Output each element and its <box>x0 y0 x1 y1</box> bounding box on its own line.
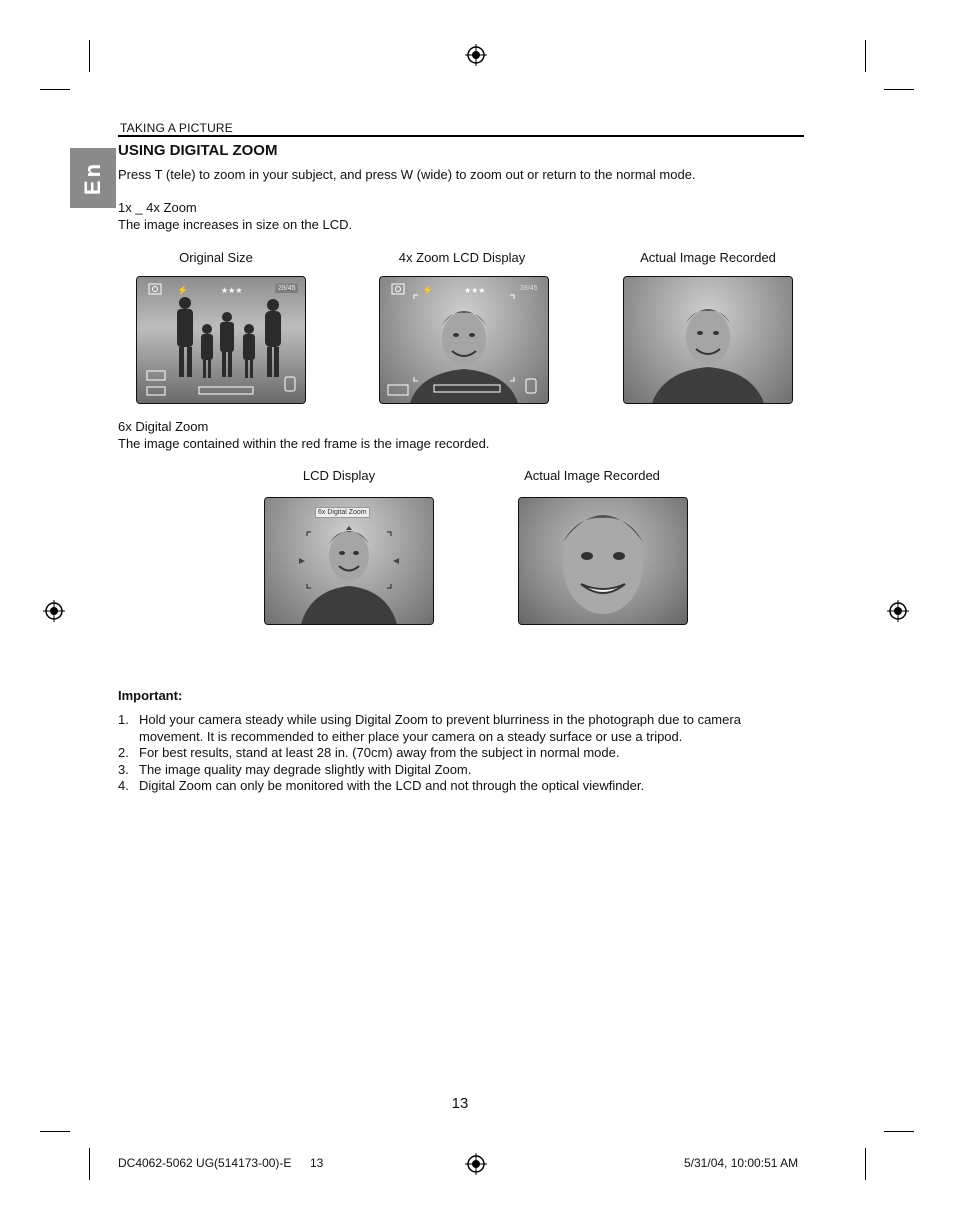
svg-text:★★★: ★★★ <box>464 286 486 295</box>
crop-mark <box>865 40 866 72</box>
caption-actual-recorded: Actual Image Recorded <box>640 250 776 265</box>
caption-4x-lcd: 4x Zoom LCD Display <box>398 250 526 265</box>
list-item <box>118 778 808 795</box>
crop-mark <box>865 1148 866 1180</box>
list-item-number: 3. <box>118 761 129 777</box>
digital-zoom-label: 6x Digital Zoom <box>315 507 370 518</box>
crop-mark <box>89 40 90 72</box>
frame-counter: 28/45 <box>520 285 538 292</box>
crop-mark <box>40 89 70 90</box>
actual-recorded-image-6x <box>518 497 688 625</box>
registration-mark-icon <box>887 600 909 622</box>
intro-text: Press T (tele) to zoom in your subject, and press W (wide) to zoom out or return to the normal mode. <box>118 167 696 182</box>
list-item <box>118 762 808 779</box>
list-item <box>118 712 808 745</box>
important-list <box>118 712 808 795</box>
frame-counter: 28/45 <box>278 285 296 292</box>
list-item-text: Hold your camera steady while using Digital Zoom to prevent blurriness in the photograph due to camera movement. It is recommended to either place your camera on a steady surface or use a tripod. <box>139 712 741 744</box>
lcd-6x-zoom-image <box>264 497 434 625</box>
zoom6x-title: 6x Digital Zoom <box>118 419 209 434</box>
list-item-text: For best results, stand at least 28 in. (70cm) away from the subject in normal mode. <box>139 745 620 760</box>
footer-doc-page: 13 <box>310 1156 324 1170</box>
footer-doc-id: DC4062-5062 UG(514173-00)-E <box>118 1156 292 1170</box>
svg-text:⚡: ⚡ <box>422 285 434 295</box>
header-rule <box>118 135 804 137</box>
zoom6x-description: The image contained within the red frame is the image recorded. <box>118 436 490 451</box>
crop-mark <box>40 1131 70 1132</box>
list-item-text: Digital Zoom can only be monitored with the LCD and not through the optical viewfinder. <box>139 778 645 793</box>
caption-actual-recorded-6x: Actual Image Recorded <box>524 468 660 483</box>
page-heading: USING DIGITAL ZOOM <box>118 142 278 159</box>
language-tab <box>70 148 116 208</box>
list-item-number: 1. <box>118 712 129 727</box>
lcd-original-size-image <box>136 276 306 404</box>
caption-original-size: Original Size <box>179 250 253 265</box>
registration-mark-icon <box>465 44 487 66</box>
list-item <box>118 745 808 762</box>
important-title: Important: <box>118 688 183 703</box>
lcd-4x-zoom-image <box>379 276 549 404</box>
footer-timestamp: 5/31/04, 10:00:51 AM <box>684 1156 799 1170</box>
page-number: 13 <box>451 1095 469 1112</box>
svg-text:★★★: ★★★ <box>221 286 243 295</box>
zoom4x-title: 1x _ 4x Zoom <box>118 200 197 215</box>
crop-mark <box>884 89 914 90</box>
actual-recorded-image-4x <box>623 276 793 404</box>
zoom4x-description: The image increases in size on the LCD. <box>118 217 353 232</box>
registration-mark-icon <box>465 1153 487 1175</box>
section-label: TAKING A PICTURE <box>120 121 233 135</box>
svg-text:⚡: ⚡ <box>177 285 189 295</box>
list-item-text: The image quality may degrade slightly with Digital Zoom. <box>139 761 472 777</box>
crop-mark <box>884 1131 914 1132</box>
caption-lcd-display: LCD Display <box>302 468 376 483</box>
list-item-number: 4. <box>118 778 129 793</box>
registration-mark-icon <box>43 600 65 622</box>
crop-mark <box>89 1148 90 1180</box>
language-tab-label: En <box>80 160 105 196</box>
list-item-number: 2. <box>118 745 129 760</box>
